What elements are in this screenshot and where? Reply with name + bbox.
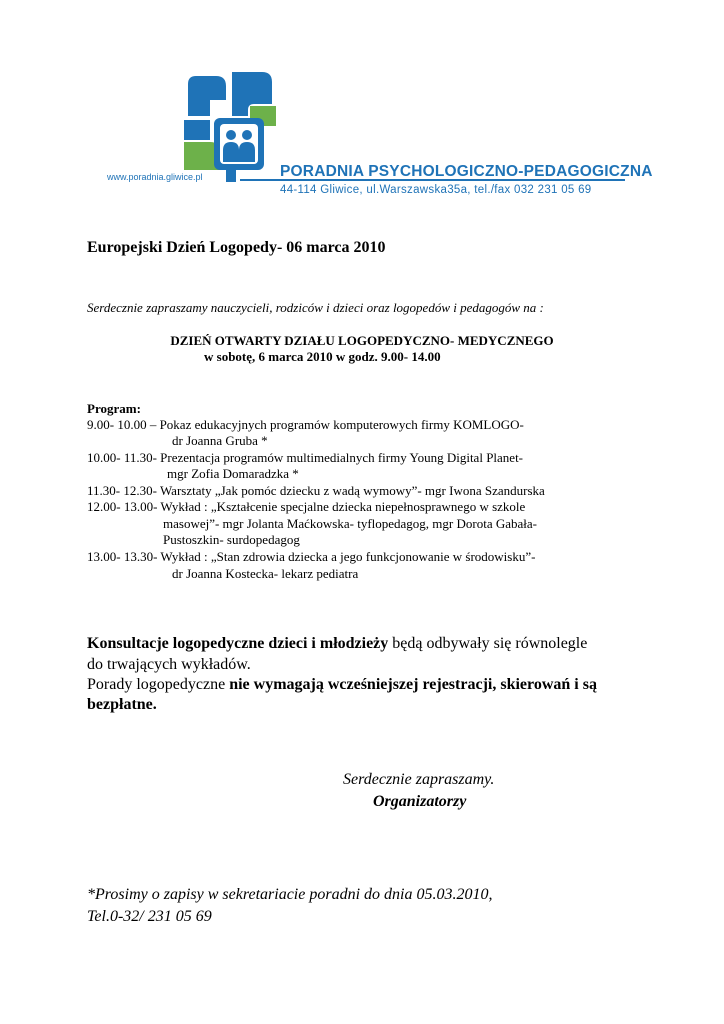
consult-rest: będą odbywały się równolegle: [388, 635, 588, 652]
registration-note: *Prosimy o zapisy w sekretariacie poradni do dnia 05.03.2010,: [87, 886, 493, 903]
consult-advice-bold: nie wymagają wcześniejszej rejestracji, skierowań i są: [229, 676, 597, 693]
program-line: Pustoszkin- surdopedagog: [163, 532, 300, 547]
program-line: dr Joanna Gruba *: [172, 433, 268, 448]
consult-line-3: [87, 675, 597, 695]
program-line: masowej”- mgr Jolanta Maćkowska- tyflopedagog, mgr Dorota Gabała-: [163, 516, 537, 531]
org-name: PORADNIA PSYCHOLOGICZNO-PEDAGOGICZNA: [280, 163, 653, 180]
consult-advice: Porady logopedyczne: [87, 676, 230, 693]
intro-text: Serdecznie zapraszamy nauczycieli, rodziców i dzieci oraz logopedów i pedagogów na :: [87, 300, 544, 315]
program-line: dr Joanna Kostecka- lekarz pediatra: [172, 566, 359, 581]
program-line: 12.00- 13.00- Wykład : „Kształcenie specjalne dziecka niepełnosprawnego w szkole: [87, 499, 526, 514]
program-line: 9.00- 10.00 – Pokaz edukacyjnych programów komputerowych firmy KOMLOGO-: [87, 417, 524, 432]
program-heading: Program:: [87, 401, 141, 416]
website-url[interactable]: www.poradnia.gliwice.pl: [107, 172, 203, 182]
document-title: Europejski Dzień Logopedy- 06 marca 2010: [87, 239, 386, 256]
event-name: DZIEŃ OTWARTY DZIAŁU LOGOPEDYCZNO- MEDYCZNEGO: [170, 333, 554, 348]
program-line: 13.00- 13.30- Wykład : „Stan zdrowia dziecka a jego funkcjonowanie w środowisku”-: [87, 549, 536, 564]
consult-line-2: do trwających wykładów.: [87, 656, 251, 673]
consult-bold: Konsultacje logopedyczne dzieci i młodzieży: [87, 635, 389, 652]
consult-line-4: bezpłatne.: [87, 696, 157, 713]
poradnia-logo: [180, 70, 280, 185]
program-line: mgr Zofia Domaradzka *: [167, 466, 299, 481]
consult-line-1: [87, 634, 587, 654]
closing-invite: Serdecznie zapraszamy.: [343, 771, 495, 788]
org-address: 44-114 Gliwice, ul.Warszawska35a, tel./fax 032 231 05 69: [280, 184, 592, 196]
event-date: w sobotę, 6 marca 2010 w godz. 9.00- 14.00: [204, 349, 441, 364]
program-line: 10.00- 11.30- Prezentacja programów multimedialnych firmy Young Digital Planet-: [87, 450, 524, 465]
program-line: 11.30- 12.30- Warsztaty „Jak pomóc dziecku z wadą wymowy”- mgr Iwona Szandurska: [87, 483, 545, 498]
phone-note: Tel.0-32/ 231 05 69: [87, 908, 212, 925]
closing-signature: Organizatorzy: [373, 793, 467, 810]
